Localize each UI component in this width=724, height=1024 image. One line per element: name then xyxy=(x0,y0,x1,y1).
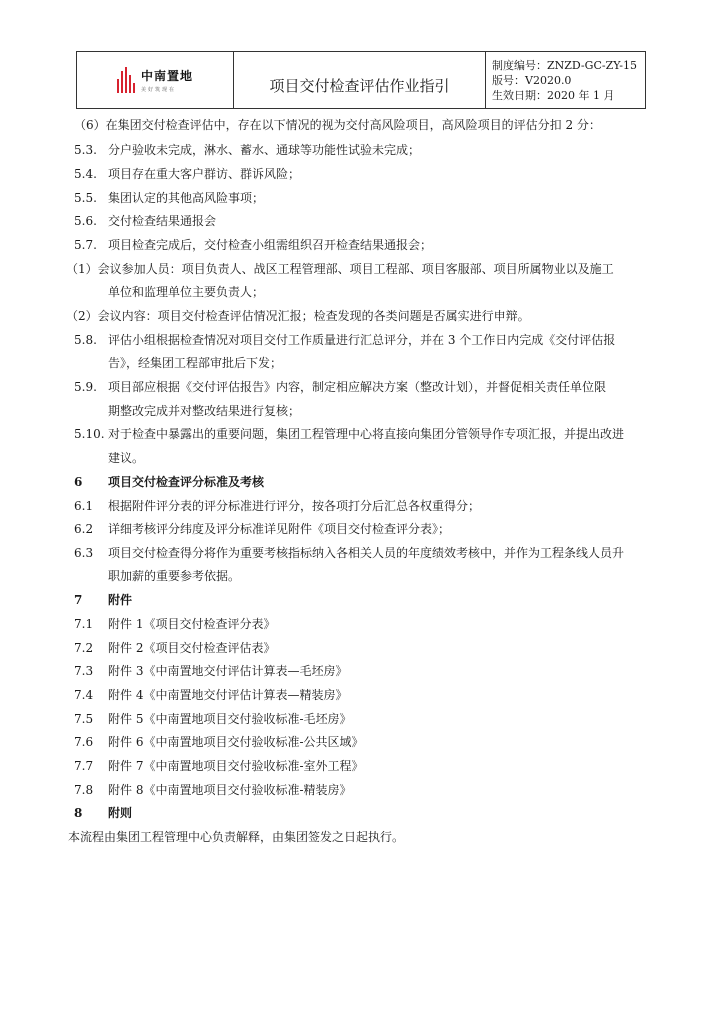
company-logo xyxy=(77,52,234,108)
company-slogan: 美好筑现在 xyxy=(140,87,176,93)
sub-item-1-cont: 单位和监理单位主要负责人； xyxy=(108,285,265,299)
document-title: 项目交付检查评估作业指引 xyxy=(234,52,486,108)
final-statement: 本流程由集团工程管理中心负责解释，由集团签发之日起执行。 xyxy=(68,830,405,844)
company-name: 中南置地 xyxy=(140,69,193,83)
sub-item-1: （1）会议参加人员：项目负责人、战区工程管理部、项目工程部、项目客服部、项目所属物业以及施工 xyxy=(66,262,614,276)
document-code: 制度编号：ZNZD-GC-ZY-15 xyxy=(492,58,637,72)
sub-item-2: （2）会议内容：项目交付检查评估情况汇报；检查发现的各类问题是否属实进行申辩。 xyxy=(66,309,530,323)
logo-bars-icon xyxy=(117,67,135,93)
paragraph-6: （6）在集团交付检查评估中，存在以下情况的视为交付高风险项目，高风险项目的评估分扣 2 分： xyxy=(74,118,601,132)
document-header xyxy=(76,51,646,109)
effective-date: 生效日期：2020 年 1 月 xyxy=(492,88,615,102)
document-version: 版号：V2020.0 xyxy=(492,73,572,87)
document-meta xyxy=(486,52,645,108)
